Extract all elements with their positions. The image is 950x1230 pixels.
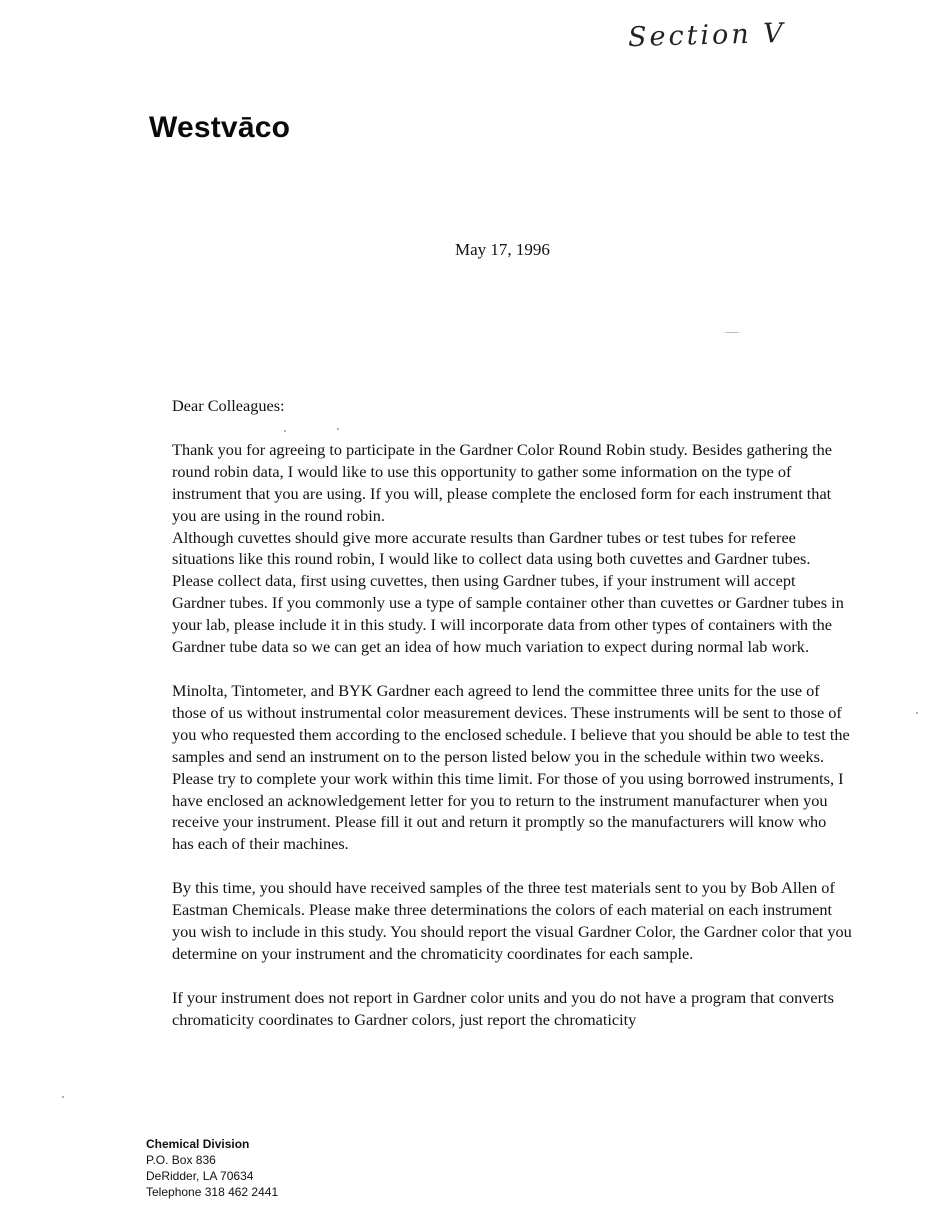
salutation: Dear Colleagues: [172,396,285,415]
paragraph-samples: By this time, you should have received samples of the three test materials sent to you by Bob Allen of Eastman Chemicals. Please make three determinations the colors of each material on each instrument you wish to include in this study. You should report the visual Gardner Color, the Gardner color that you determine on your instrument and the chromaticity coordinates for each sample. [172,878,852,963]
scan-speck [725,332,739,333]
scan-speck [62,1096,64,1098]
scan-speck [916,712,918,714]
paragraph-cuvettes: Although cuvettes should give more accurate results than Gardner tubes or test tubes for referee situations like this round robin, I would like to collect data using both cuvettes and Gardner tubes. Please collect data, first using cuvettes, then using Gardner tubes, if your instrument will accept Gardner tubes. If you commonly use a type of sample container other than cuvettes or Gardner tubes in your lab, please include it in this study. I will incorporate data from other types of containers with the Gardner tube data so we can get an idea of how much variation to expect during normal lab work. [172,527,844,657]
handwritten-section-note: Section V [627,17,787,54]
footer-telephone: Telephone 318 462 2441 [146,1185,279,1199]
paragraph-intro: Thank you for agreeing to participate in the Gardner Color Round Robin study. Besides gathering the round robin data, I would like to use this opportunity to gather some information on the type of instrument that you are using. If you will, please complete the enclosed form for each instrument that you are using in the round robin. [172,439,832,525]
footer-city: DeRidder, LA 70634 [146,1169,254,1183]
footer-division: Chemical Division [146,1137,250,1151]
scan-speck [337,428,339,430]
letter-body [172,395,852,1031]
paragraph-instruments: Minolta, Tintometer, and BYK Gardner each agreed to lend the committee three units for the use of those of us without instrumental color measurement devices. These instruments will be sent to those of you who requested them according to the enclosed schedule. I believe that you should be able to test the samples and send an instrument on to the person listed below you in the schedule within two weeks. Please try to complete your work within this time limit. For those of you using borrowed instruments, I have enclosed an acknowledgement letter for you to return to the instrument manufacturer when you receive your instrument. Please fill it out and return it promptly so the manufacturers will know who has each of their machines. [172,680,850,854]
westvaco-logo: Westvāco [149,111,291,144]
letter-date: May 17, 1996 [455,240,550,259]
letterhead-footer [146,1136,278,1200]
footer-po-box: P.O. Box 836 [146,1153,216,1167]
paragraph-chromaticity: If your instrument does not report in Gardner color units and you do not have a program that converts chromaticity coordinates to Gardner colors, just report the chromaticity [172,987,834,1029]
scan-speck [284,430,286,432]
